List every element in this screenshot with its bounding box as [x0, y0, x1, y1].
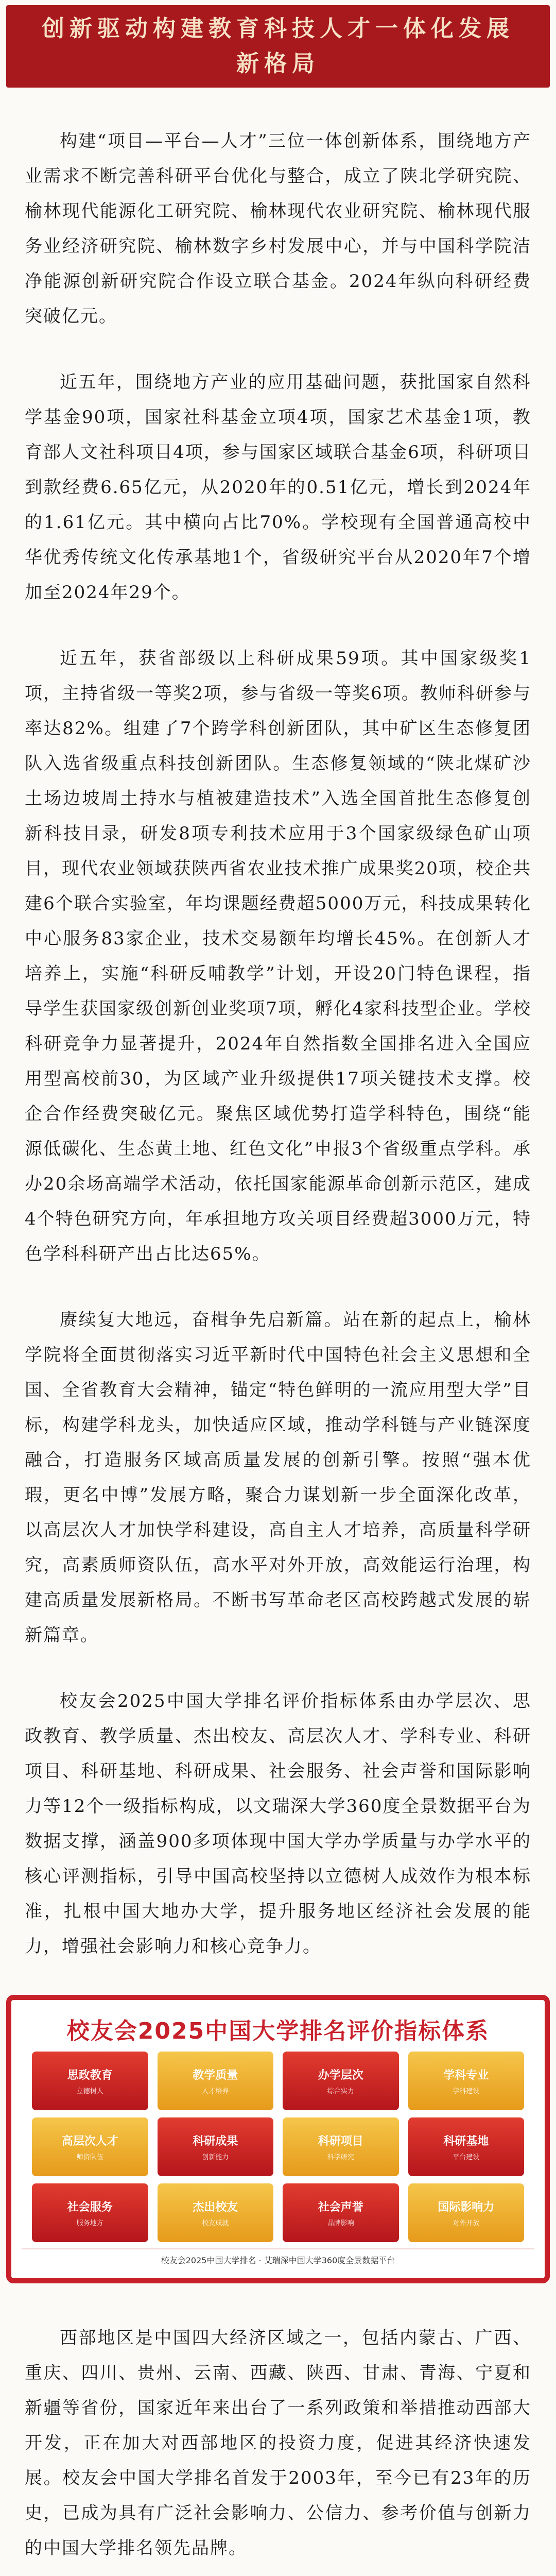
indicator-name: 学科专业: [443, 2069, 489, 2082]
indicator-sub: 人才培养: [202, 2088, 229, 2095]
indicator-sub: 服务地方: [76, 2219, 103, 2227]
indicator-sub: 品牌影响: [327, 2219, 354, 2227]
indicator-name: 科研成果: [193, 2135, 238, 2148]
indicator-cell: [283, 2117, 399, 2176]
indicator-name: 科研项目: [318, 2135, 363, 2148]
indicator-name: 科研基地: [443, 2135, 489, 2148]
indicator-name: 教学质量: [193, 2069, 238, 2082]
indicator-cell: [32, 2117, 148, 2176]
indicator-name: 社会声誉: [318, 2201, 363, 2214]
ranking-indicator-infographic: [6, 1995, 550, 2283]
indicator-cell: [283, 2183, 399, 2242]
indicator-name: 杰出校友: [193, 2201, 238, 2214]
paragraph-ranking-indicators: 校友会2025中国大学排名评价指标体系由办学层次、思政教育、教学质量、杰出校友、高层次人才、学科专业、科研项目、科研基地、科研成果、社会服务、社会声誉和国际影响力等12个一级指标构成，以文瑞深大学360度全景数据平台为数据支撑，涵盖900多项体现中国大学办学质量与办学水平的核心评测指标，引导中国高校坚持以立德树人成效作为根本标准，扎根中国大地办大学，提升服务地区经济社会发展的能力，增强社会影响力和核心竞争力。: [25, 1691, 531, 1957]
paragraph-research-achievements: 近五年，获省部级以上科研成果59项。其中国家级奖1项，主持省级一等奖2项，参与省级一等奖6项。教师科研参与率达82%。组建了7个跨学科创新团队，其中矿区生态修复团队入选省级重点科技创新团队。生态修复领域的“陕北煤矿沙土场边坡周土持水与植被建造技术”入选全国首批生态修复创新科技目录，研发8项专利技术应用于3个国家级绿色矿山项目，现代农业领域获陕西省农业技术推广成果奖20项，校企共建6个联合实验室，年均课题经费超5000万元，科技成果转化中心服务83家企业，技术交易额年均增长45%。在创新人才培养上，实施“科研反哺教学”计划，开设20门特色课程，指导学生获国家级创新创业奖项7项，孵化4家科技型企业。学校科研竞争力显著提升，2024年自然指数全国排名进入全国应用型高校前30，为区域产业升级提供17项关键技术支撑。校企合作经费突破亿元。聚焦区域优势打造学科特色，围绕“能源低碳化、生态黄土地、红色文化”申报3个省级重点学科。承办20余场高端学术活动，依托国家能源革命创新示范区，建成4个特色研究方向，年承担地方攻关项目经费超3000万元，特色学科科研产出占比达65%。: [25, 648, 531, 1264]
article-body: [0, 124, 556, 2576]
indicator-sub: 对外开放: [453, 2219, 480, 2227]
indicator-name: 国际影响力: [438, 2201, 495, 2214]
indicator-name: 高层次人才: [61, 2135, 118, 2148]
indicator-name: 办学层次: [318, 2069, 363, 2082]
indicator-sub: 综合实力: [327, 2088, 354, 2095]
indicator-sub: 平台建设: [453, 2154, 480, 2161]
indicator-cell: [158, 2117, 274, 2176]
infographic-title: 校友会2025中国大学排名评价指标体系: [66, 2018, 490, 2044]
indicator-sub: 创新能力: [202, 2154, 229, 2161]
paragraph-platform-system: 构建“项目—平台—人才”三位一体创新体系，围绕地方产业需求不断完善科研平台优化与整合，成立了陕北学研究院、榆林现代能源化工研究院、榆林现代农业研究院、榆林现代服务业经济研究院、榆林数字乡村发展中心，并与中国科学院洁净能源创新研究院合作设立联合基金。2024年纵向科研经费突破亿元。: [25, 131, 531, 327]
indicator-name: 思政教育: [67, 2069, 113, 2082]
indicator-sub: 立德树人: [76, 2088, 103, 2095]
article-title: 创新驱动构建教育科技人才一体化发展新格局: [42, 15, 514, 77]
indicator-sub: 师资队伍: [76, 2154, 103, 2161]
indicator-name: 社会服务: [67, 2201, 113, 2214]
paragraph-future-development: 赓续复大地远，奋楫争先启新篇。站在新的起点上，榆林学院将全面贯彻落实习近平新时代中国特色社会主义思想和全国、全省教育大会精神，锚定“特色鲜明的一流应用型大学”目标，构建学科龙头，加快适应区域，推动学科链与产业链深度融合，打造服务区域高质量发展的创新引擎。按照“强本优瑕，更名中博”发展方略，聚合力谋划新一步全面深化改革，以高层次人才加快学科建设，高自主人才培养，高质量科学研究，高素质师资队伍，高水平对外开放，高效能运行治理，构建高质量发展新格局。不断书写革命老区高校跨越式发展的崭新篇章。: [25, 1310, 531, 1646]
title-banner: [6, 5, 550, 88]
indicator-grid: [32, 2052, 524, 2242]
indicator-cell: [408, 2117, 525, 2176]
indicator-cell: [283, 2052, 399, 2110]
indicator-cell: [32, 2052, 148, 2110]
paragraph-western-region: 西部地区是中国四大经济区域之一，包括内蒙古、广西、重庆、四川、贵州、云南、西藏、陕西、甘肃、青海、宁夏和新疆等省份，国家近年来出台了一系列政策和举措推动西部大开发，正在加大对西部地区的投资力度，促进其经济快速发展。校友会中国大学排名首发于2003年，至今已有23年的历史，已成为具有广泛社会影响力、公信力、参考价值与创新力的中国大学排名领先品牌。: [25, 2328, 531, 2558]
indicator-cell: [32, 2183, 148, 2242]
paragraph-research-funding: 近五年，围绕地方产业的应用基础问题，获批国家自然科学基金90项，国家社科基金立项4项，国家艺术基金1项，教育部人文社科项目4项，参与国家区域联合基金6项，科研项目到款经费6.65亿元，从2020年的0.51亿元，增长到2024年的1.61亿元。其中横向占比70%。学校现有全国普通高校中华优秀传统文化传承基地1个，省级研究平台从2020年7个增加至2024年29个。: [25, 372, 531, 603]
infographic-footer: 校友会2025中国大学排名 · 艾瑞深中国大学360度全景数据平台: [22, 2248, 534, 2270]
indicator-cell: [408, 2183, 525, 2242]
indicator-sub: 学科建设: [453, 2088, 480, 2095]
indicator-sub: 科学研究: [327, 2154, 354, 2161]
indicator-cell: [158, 2183, 274, 2242]
indicator-cell: [158, 2052, 274, 2110]
indicator-cell: [408, 2052, 525, 2110]
indicator-sub: 校友成就: [202, 2219, 229, 2227]
